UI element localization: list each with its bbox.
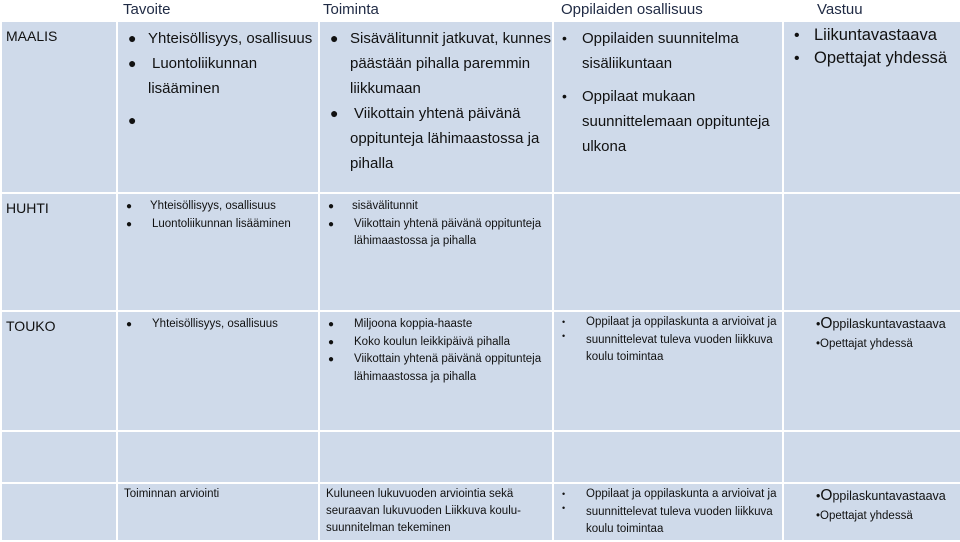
bullet-icon: ● bbox=[330, 105, 339, 121]
list-item: ● Sisävälitunnit jatkuvat, kunnes päästään pihalla paremmin liikkumaan bbox=[320, 26, 552, 101]
header-month bbox=[1, 0, 117, 21]
bullet-icon: ● bbox=[126, 319, 133, 330]
month-label: TOUKO bbox=[6, 318, 56, 334]
list-item: • Opettajat yhdessä bbox=[784, 47, 960, 70]
month-cell bbox=[1, 311, 117, 431]
osallisuus-cell bbox=[553, 193, 783, 311]
tavoite-cell bbox=[117, 311, 319, 431]
list-item: ● Miljoona koppia-haaste bbox=[320, 316, 552, 334]
list-item: •Opettajat yhdessä bbox=[816, 338, 913, 350]
bullet-icon: ● bbox=[328, 201, 335, 212]
list-item: • Liikuntavastaava bbox=[784, 24, 960, 47]
list-item: ● Koko koulun leikkipäivä pihalla bbox=[320, 334, 552, 352]
month-cell bbox=[1, 483, 117, 541]
bullet-icon: ● bbox=[128, 55, 137, 71]
list-item: • Oppilaat mukaan suunnittelemaan oppitunteja ulkona bbox=[554, 84, 782, 159]
row-arviointi bbox=[1, 483, 960, 541]
list-item: ● Luontoliikunnan lisääminen bbox=[118, 216, 318, 234]
month-cell bbox=[1, 193, 117, 311]
list-item: • Oppilaat ja oppilaskunta a arvioivat ja suunnittelevat tuleva vuoden liikkuva koulu toimintaa bbox=[562, 316, 777, 363]
list-item: ● sisävälitunnit bbox=[320, 198, 552, 216]
bullet-icon: ● bbox=[126, 218, 133, 230]
bullet-icon: • bbox=[562, 88, 567, 104]
row-huhti bbox=[1, 193, 960, 311]
list-item: •Oppilaskuntavastaava bbox=[816, 315, 946, 332]
month-label: MAALIS bbox=[6, 28, 58, 44]
osallisuus-cell bbox=[553, 21, 783, 193]
list-item: ● Yhteisöllisyys, osallisuus bbox=[118, 198, 318, 216]
toiminta-cell bbox=[319, 193, 553, 311]
osallisuus-cell bbox=[553, 431, 783, 483]
month-cell bbox=[1, 431, 117, 483]
toiminta-cell bbox=[319, 21, 553, 193]
bullet-icon: ● bbox=[328, 354, 335, 365]
header-vastuu: Vastuu bbox=[783, 0, 960, 21]
bullet-icon: ● bbox=[328, 218, 335, 230]
bullet-icon: • bbox=[794, 27, 800, 44]
list-item: • Oppilaat ja oppilaskunta a arvioivat ja suunnittelevat tuleva vuoden liikkuva koulu toimintaa bbox=[562, 488, 777, 535]
bullet-icon: ● bbox=[128, 30, 137, 46]
row-touko bbox=[1, 311, 960, 431]
bullet-icon: • bbox=[562, 489, 566, 499]
toiminta-cell bbox=[319, 483, 553, 541]
bullet-icon: • bbox=[816, 489, 821, 503]
bullet-icon: ● bbox=[126, 201, 133, 212]
osallisuus-cell: • Oppilaat ja oppilaskunta a arvioivat ja suunnittelevat tuleva vuoden liikkuva koulu toimintaa • bbox=[553, 483, 783, 541]
vastuu-cell bbox=[783, 21, 960, 193]
list-item: ● Viikottain yhtenä päivänä oppitunteja lähimaastossa ja pihalla bbox=[320, 101, 552, 176]
tavoite-cell bbox=[117, 431, 319, 483]
list-item: •Oppilaskuntavastaava bbox=[816, 487, 946, 504]
header-row bbox=[1, 0, 960, 21]
list-item: • Oppilaiden suunnitelma sisäliikuntaan bbox=[554, 26, 782, 76]
header-osallisuus: Oppilaiden osallisuus bbox=[553, 0, 783, 21]
month-label: HUHTI bbox=[6, 200, 49, 216]
bullet-icon: • bbox=[562, 317, 566, 327]
list-item: ● Yhteisöllisyys, osallisuus bbox=[118, 316, 318, 334]
tavoite-cell bbox=[117, 483, 319, 541]
list-item: •Opettajat yhdessä bbox=[816, 510, 913, 522]
vastuu-cell bbox=[783, 311, 960, 431]
bullet-icon: • bbox=[816, 338, 821, 350]
header-toiminta: Toiminta bbox=[319, 0, 553, 21]
list-item: ● Viikottain yhtenä päivänä oppitunteja lähimaastossa ja pihalla bbox=[328, 353, 542, 383]
vastuu-cell bbox=[783, 431, 960, 483]
bullet-icon: • bbox=[562, 30, 567, 46]
bullet-icon: • bbox=[816, 317, 821, 331]
month-label bbox=[2, 484, 116, 490]
row-maalis bbox=[1, 21, 960, 193]
list-item: ● Yhteisöllisyys, osallisuus bbox=[118, 26, 318, 51]
bullet-icon: • bbox=[816, 510, 821, 522]
toiminta-cell bbox=[319, 311, 553, 431]
tavoite-cell bbox=[117, 193, 319, 311]
list-item: ● Viikottain yhtenä päivänä oppitunteja lähimaastossa ja pihalla bbox=[328, 217, 542, 247]
osallisuus-cell: • Oppilaat ja oppilaskunta a arvioivat ja suunnittelevat tuleva vuoden liikkuva koulu toimintaa • bbox=[553, 311, 783, 431]
bullet-icon: ● bbox=[128, 112, 137, 128]
bullet-icon: ● bbox=[330, 30, 339, 46]
bullet-icon: ● bbox=[328, 319, 335, 330]
bullet-icon: ● bbox=[328, 336, 335, 348]
row-empty bbox=[1, 431, 960, 483]
list-item: ● Luontoliikunnan lisääminen bbox=[118, 51, 318, 101]
toiminta-cell bbox=[319, 431, 553, 483]
tavoite-cell bbox=[117, 21, 319, 193]
vastuu-cell bbox=[783, 483, 960, 541]
header-tavoite: Tavoite bbox=[117, 0, 319, 21]
arviointi-description: Kuluneen lukuvuoden arviointia sekä seuraavan lukuvuoden Liikkuva koulu-suunnitelman tekeminen bbox=[326, 488, 521, 534]
arviointi-label: Toiminnan arviointi bbox=[124, 488, 220, 500]
bullet-icon: • bbox=[794, 50, 800, 67]
month-cell bbox=[1, 21, 117, 193]
vastuu-cell bbox=[783, 193, 960, 311]
